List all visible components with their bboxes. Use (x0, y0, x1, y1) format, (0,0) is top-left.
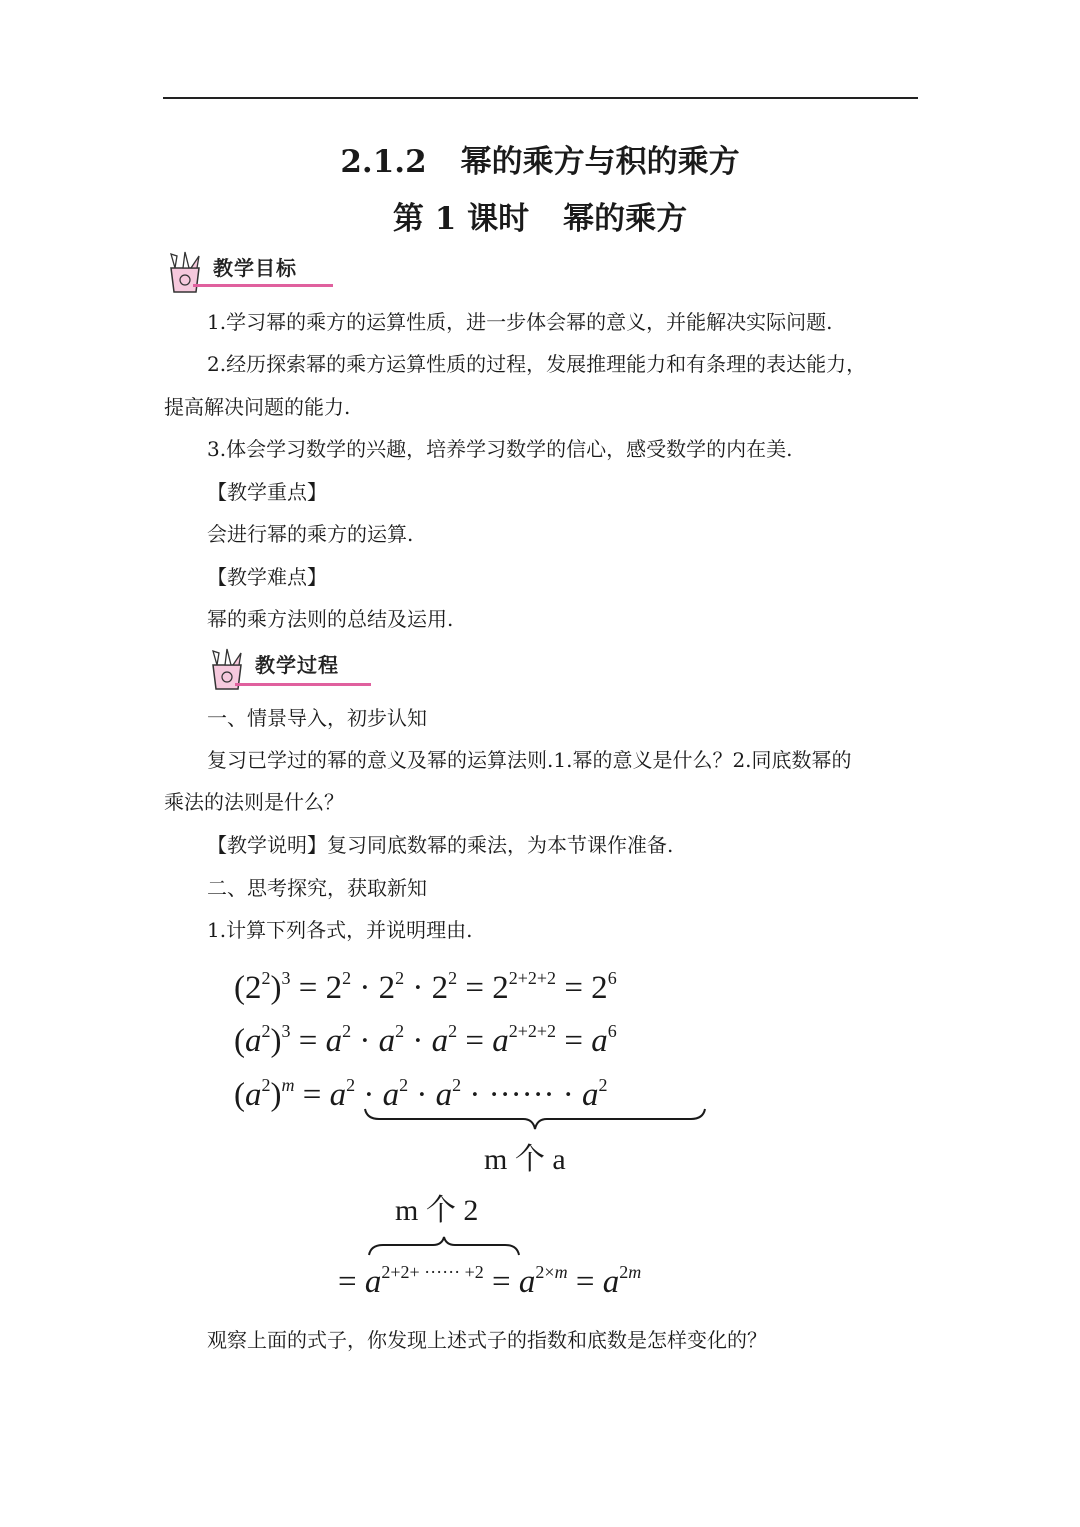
brace-label-m-2: m 个 2 (395, 1194, 479, 1227)
pen-holder-icon (163, 250, 209, 294)
process-badge (205, 647, 375, 687)
equation-3-result: = $a^{2+2+ \cdot\cdot\cdot\cdot\cdot\cdot +2} = a^{2\times m} = a^{2m}$ (338, 1262, 642, 1300)
equation-1: $(2^2)^3 = 2^2 \cdot 2^2 \cdot 2^2 = 2^{2+2+2} = 2^6$ (234, 968, 617, 1006)
step1-text-cont: 乘法的法则是什么？ (164, 790, 344, 814)
observe-question: 观察上面的式子，你发现上述式子的指数和底数是怎样变化的？ (207, 1328, 767, 1352)
objectives-badge (163, 250, 333, 290)
brace-label-m-a: m 个 a (484, 1143, 566, 1176)
equation-3: $(a^2)^m = a^2 \cdot a^2 \cdot a^2$ · ······ · $a^2$ (234, 1075, 608, 1113)
overbrace-m-terms (367, 1235, 521, 1257)
teaching-note: 【教学说明】复习同底数幂的乘法，为本节课作准备. (207, 833, 674, 857)
difficulty-text: 幂的乘方法则的总结及运用. (207, 607, 454, 631)
badge-underline (193, 284, 333, 287)
key-point-label: 【教学重点】 (207, 480, 327, 504)
question-1: 1.计算下列各式，并说明理由. (207, 918, 473, 942)
objectives-badge-label: 教学目标 (213, 256, 297, 280)
top-rule (163, 97, 918, 99)
badge-underline (235, 683, 371, 686)
key-point-text: 会进行幂的乘方的运算. (207, 522, 414, 546)
step1-text: 复习已学过的幂的意义及幂的运算法则.1.幂的意义是什么？2.同底数幂的 (207, 748, 852, 772)
step1-heading: 一、情景导入，初步认知 (207, 706, 427, 730)
objective-3: 3.体会学习数学的兴趣，培养学习数学的信心，感受数学的内在美. (207, 437, 793, 461)
equation-2: $(a^2)^3 = a^2 \cdot a^2 \cdot a^2 = a^{2+2+2} = a^6$ (234, 1021, 617, 1059)
difficulty-label: 【教学难点】 (207, 565, 327, 589)
lesson-title: 第 1 课时 幂的乘方 (392, 201, 688, 237)
objective-2-cont: 提高解决问题的能力. (164, 395, 351, 419)
section-title: 2.1.2 幂的乘方与积的乘方 (340, 144, 740, 180)
process-badge-label: 教学过程 (255, 653, 339, 677)
objective-2: 2.经历探索幂的乘方运算性质的过程，发展推理能力和有条理的表达能力， (207, 352, 867, 376)
step2-heading: 二、思考探究，获取新知 (207, 876, 427, 900)
objective-1: 1.学习幂的乘方的运算性质，进一步体会幂的意义，并能解决实际问题. (207, 310, 833, 334)
underbrace-m-factors (363, 1107, 708, 1131)
